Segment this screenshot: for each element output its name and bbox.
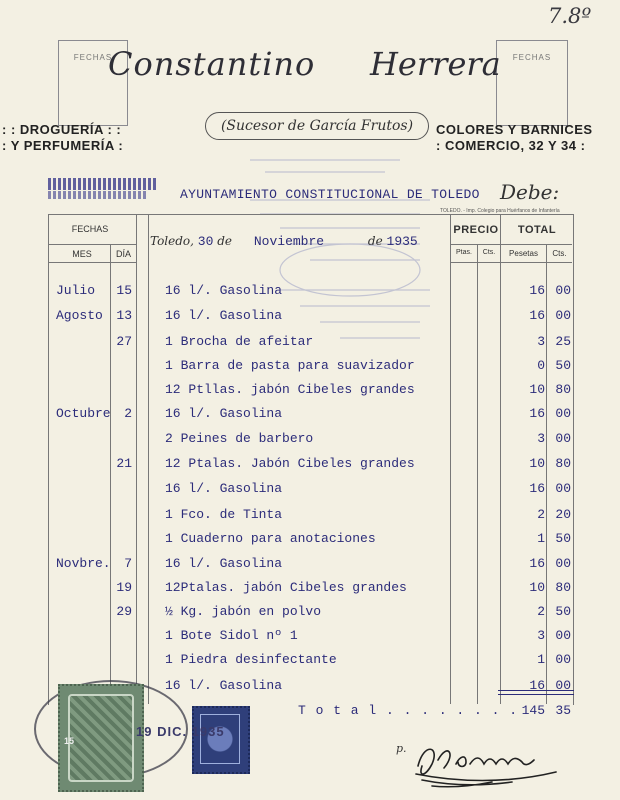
- total-cents: 35: [555, 703, 571, 718]
- row-pesetas: 2: [537, 604, 545, 619]
- row-cents: 20: [555, 507, 571, 522]
- row-day: 2: [124, 406, 132, 421]
- row-concept: 16 l/. Gasolina: [165, 283, 283, 298]
- crossed-out-mark-2: [48, 191, 148, 199]
- table-row: [0, 556, 620, 580]
- header-rule-fechas-bottom: [48, 262, 136, 263]
- date-de-1: de: [217, 234, 233, 248]
- row-concept: 16 l/. Gasolina: [165, 481, 283, 496]
- business-right-line1: COLORES Y BARNICES: [436, 122, 593, 137]
- row-pesetas: 0: [537, 358, 545, 373]
- row-pesetas: 1: [537, 531, 545, 546]
- handwritten-signature: [412, 730, 582, 790]
- row-day: 7: [124, 556, 132, 571]
- row-cents: 25: [555, 334, 571, 349]
- row-concept: 12Ptalas. jabón Cibeles grandes: [165, 580, 407, 595]
- date-de-2: de: [367, 234, 383, 248]
- header-mes: MES: [72, 249, 92, 259]
- row-pesetas: 1: [537, 652, 545, 667]
- green-stamp-value: 15: [64, 736, 75, 746]
- row-pesetas: 16: [529, 556, 545, 571]
- row-concept: 16 l/. Gasolina: [165, 308, 283, 323]
- row-pesetas: 16: [529, 481, 545, 496]
- row-pesetas: 16: [529, 283, 545, 298]
- table-row: [0, 382, 620, 406]
- row-cents: 50: [555, 358, 571, 373]
- brand-last-name: Herrera: [370, 45, 501, 83]
- row-concept: 1 Cuaderno para anotaciones: [165, 531, 376, 546]
- row-cents: 50: [555, 604, 571, 619]
- row-cents: 00: [555, 308, 571, 323]
- date-received-stamp: 19 DIC. 1935: [136, 724, 225, 739]
- row-day: 15: [116, 283, 132, 298]
- row-concept: 1 Bote Sidol nº 1: [165, 628, 298, 643]
- row-concept: 1 Fco. de Tinta: [165, 507, 283, 522]
- row-concept: 1 Barra de pasta para suavizador: [165, 358, 415, 373]
- row-pesetas: 3: [537, 431, 545, 446]
- row-month: Julio: [56, 283, 96, 298]
- header-pesetas: Pesetas: [509, 249, 538, 258]
- row-cents: 00: [555, 556, 571, 571]
- table-row: [0, 507, 620, 531]
- crossed-out-mark: [48, 178, 158, 190]
- date-year: 1935: [386, 234, 418, 249]
- row-concept: 12 Ptalas. Jabón Cibeles grandes: [165, 456, 415, 471]
- row-cents: 80: [555, 382, 571, 397]
- business-left-line2: : Y PERFUMERÍA :: [2, 138, 124, 153]
- row-month: Agosto: [56, 308, 103, 323]
- table-row: [0, 456, 620, 480]
- row-month: Octubre: [56, 406, 111, 421]
- row-concept: 16 l/. Gasolina: [165, 406, 283, 421]
- blue-stamp-inner: [200, 714, 240, 764]
- table-row: [0, 283, 620, 307]
- row-pesetas: 2: [537, 507, 545, 522]
- date-month: Noviembre: [253, 234, 325, 249]
- green-revenue-stamp: [58, 684, 144, 792]
- row-cents: 00: [555, 678, 571, 693]
- row-pesetas: 10: [529, 382, 545, 397]
- successor-note: (Sucesor de García Frutos): [205, 112, 429, 140]
- row-cents: 80: [555, 580, 571, 595]
- row-cents: 00: [555, 406, 571, 421]
- business-left-line1: : : DROGUERÍA : :: [2, 122, 122, 137]
- row-day: 21: [116, 456, 132, 471]
- brand-first-name: Constantino: [108, 45, 316, 83]
- row-cents: 00: [555, 628, 571, 643]
- total-double-rule: [498, 690, 574, 695]
- blue-postage-stamp: [192, 706, 250, 774]
- header-total: TOTAL: [517, 224, 557, 236]
- header-precio: PRECIO: [453, 224, 499, 236]
- row-day: 13: [116, 308, 132, 323]
- row-concept: 2 Peines de barbero: [165, 431, 314, 446]
- row-pesetas: 10: [529, 456, 545, 471]
- header-rule-fechas: [48, 244, 136, 245]
- header-box-right: [496, 40, 568, 126]
- total-pesetas: 145: [521, 703, 545, 718]
- business-right-line2: : COMERCIO, 32 Y 34 :: [436, 138, 586, 153]
- total-label: T o t a l . . . . . . . .: [298, 703, 519, 718]
- row-day: 29: [116, 604, 132, 619]
- row-pesetas: 3: [537, 334, 545, 349]
- header-total-cts: Cts.: [552, 249, 567, 258]
- row-month: Novbre.: [56, 556, 111, 571]
- table-row: [0, 628, 620, 652]
- row-concept: 16 l/. Gasolina: [165, 556, 283, 571]
- printer-note: TOLEDO. - Imp. Colegio para Huérfanos de Infantería: [440, 208, 560, 214]
- header-box-left-label: FECHAS: [73, 53, 113, 62]
- green-stamp-inner: [68, 694, 134, 782]
- table-row: [0, 652, 620, 676]
- table-row: [0, 481, 620, 505]
- table-row: [0, 308, 620, 332]
- header-rule-totals-bottom: [450, 262, 572, 263]
- table-row: [0, 406, 620, 430]
- row-cents: 80: [555, 456, 571, 471]
- row-cents: 00: [555, 283, 571, 298]
- row-cents: 50: [555, 531, 571, 546]
- header-dia: DÍA: [115, 249, 131, 259]
- table-row: [0, 580, 620, 604]
- row-day: 27: [116, 334, 132, 349]
- table-row: [0, 604, 620, 628]
- row-pesetas: 16: [529, 308, 545, 323]
- header-fechas: FECHAS: [71, 224, 109, 234]
- row-concept: 1 Piedra desinfectante: [165, 652, 337, 667]
- row-concept: 1 Brocha de afeitar: [165, 334, 314, 349]
- row-cents: 00: [555, 431, 571, 446]
- row-concept: ½ Kg. jabón en polvo: [165, 604, 322, 619]
- page-number-mark: 7.8º: [548, 4, 592, 28]
- invoice-date-line: [150, 234, 418, 249]
- header-precio-cts: Cts.: [482, 249, 496, 256]
- table-row: [0, 358, 620, 382]
- addressee-name: AYUNTAMIENTO CONSTITUCIONAL DE TOLEDO: [180, 187, 480, 202]
- row-pesetas: 16: [529, 678, 545, 693]
- header-box-right-label: FECHAS: [512, 53, 552, 62]
- row-pesetas: 10: [529, 580, 545, 595]
- row-pesetas: 3: [537, 628, 545, 643]
- table-row: [0, 431, 620, 455]
- table-row: [0, 531, 620, 555]
- header-rule-totals: [450, 244, 572, 245]
- row-pesetas: 16: [529, 406, 545, 421]
- table-row: [0, 334, 620, 358]
- row-concept: 16 l/. Gasolina: [165, 678, 283, 693]
- signature-prefix: p.: [396, 742, 407, 755]
- date-day: 30: [197, 234, 214, 249]
- row-cents: 00: [555, 652, 571, 667]
- row-concept: 12 Ptllas. jabón Cibeles grandes: [165, 382, 415, 397]
- row-day: 19: [116, 580, 132, 595]
- row-cents: 00: [555, 481, 571, 496]
- date-place: Toledo,: [150, 234, 194, 248]
- header-precio-ptas: Ptas.: [456, 249, 472, 256]
- debe-label: Debe:: [500, 180, 560, 204]
